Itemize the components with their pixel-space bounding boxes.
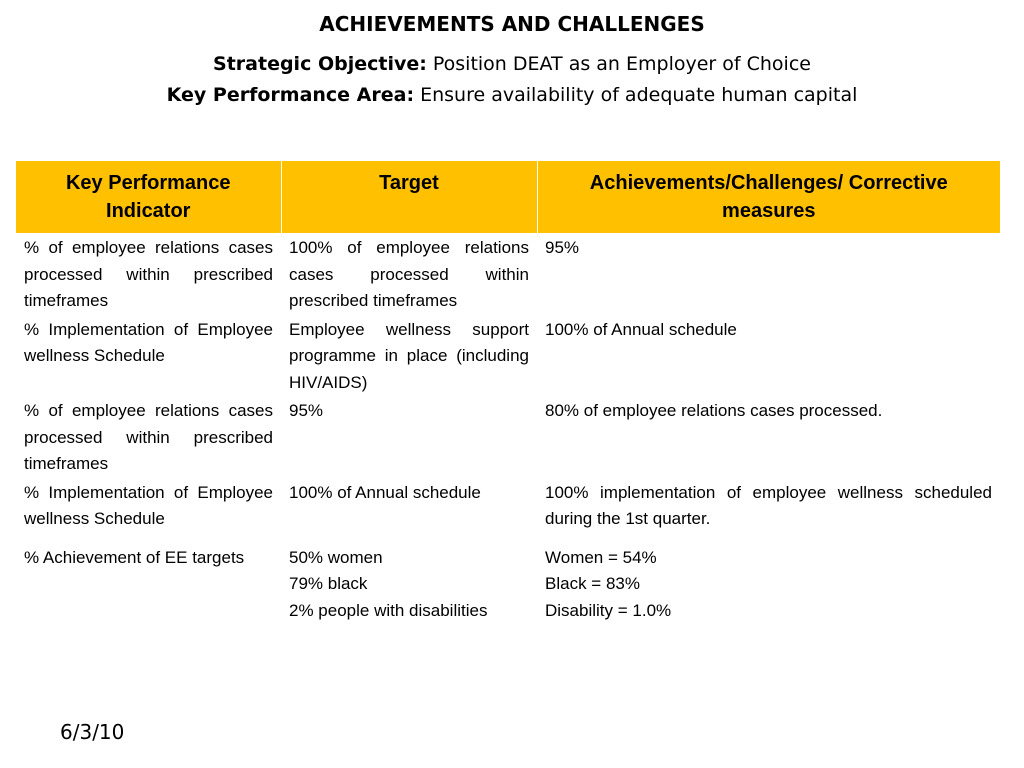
kpi-cell: % Implementation of Employee wellness Schedule [24, 319, 273, 365]
key-performance-area-label: Key Performance Area: [166, 84, 415, 106]
achievement-line: Women = 54% [545, 547, 657, 567]
strategic-objective-label: Strategic Objective: [213, 53, 427, 75]
table-row [16, 533, 1000, 625]
kpi-cell: % of employee relations cases processed within prescribed timeframes [24, 238, 273, 310]
header-kpi: Key Performance Indicator [16, 161, 281, 233]
strategic-objective-value: Position DEAT as an Employer of Choice [432, 53, 811, 75]
achievement-line: Black = 83% [545, 574, 640, 593]
footer-date: 6/3/10 [60, 720, 125, 744]
table-row [16, 233, 1000, 315]
target-line: 50% women [289, 547, 383, 567]
achievement-cell: 95% [545, 238, 580, 257]
kpi-cell: % Implementation of Employee wellness Schedule [24, 482, 273, 528]
achievement-line: Disability = 1.0% [545, 600, 672, 620]
kpi-table [16, 161, 1000, 624]
key-performance-area [0, 82, 1024, 108]
header-target: Target [281, 161, 537, 233]
table-row [16, 396, 1000, 478]
table-row [16, 315, 1000, 397]
slide-title: ACHIEVEMENTS AND CHALLENGES [319, 12, 705, 36]
table-header-row [16, 161, 1000, 233]
target-cell: 100% of employee relations cases processed within prescribed timeframes [289, 238, 529, 310]
target-line: 2% people with disabilities [289, 600, 488, 620]
target-cell: Employee wellness support programme in place (including HIV/AIDS) [289, 319, 529, 392]
kpi-cell: % of employee relations cases processed within prescribed timeframes [24, 401, 273, 473]
strategic-objective [0, 51, 1024, 77]
target-cell [281, 533, 537, 625]
kpi-cell: % Achievement of EE targets [24, 547, 245, 567]
achievement-cell: 100% implementation of employee wellness scheduled during the 1st quarter. [545, 482, 992, 528]
target-line: 79% black [289, 574, 368, 593]
achievement-cell [537, 533, 1000, 625]
achievement-cell: 80% of employee relations cases processed. [545, 401, 883, 420]
key-performance-area-value: Ensure availability of adequate human capital [420, 84, 858, 106]
table-row [16, 478, 1000, 533]
target-cell: 95% [289, 401, 324, 420]
target-cell: 100% of Annual schedule [289, 482, 481, 502]
achievement-cell: 100% of Annual schedule [545, 319, 737, 339]
header-achievements: Achievements/Challenges/ Corrective measures [537, 161, 1000, 233]
